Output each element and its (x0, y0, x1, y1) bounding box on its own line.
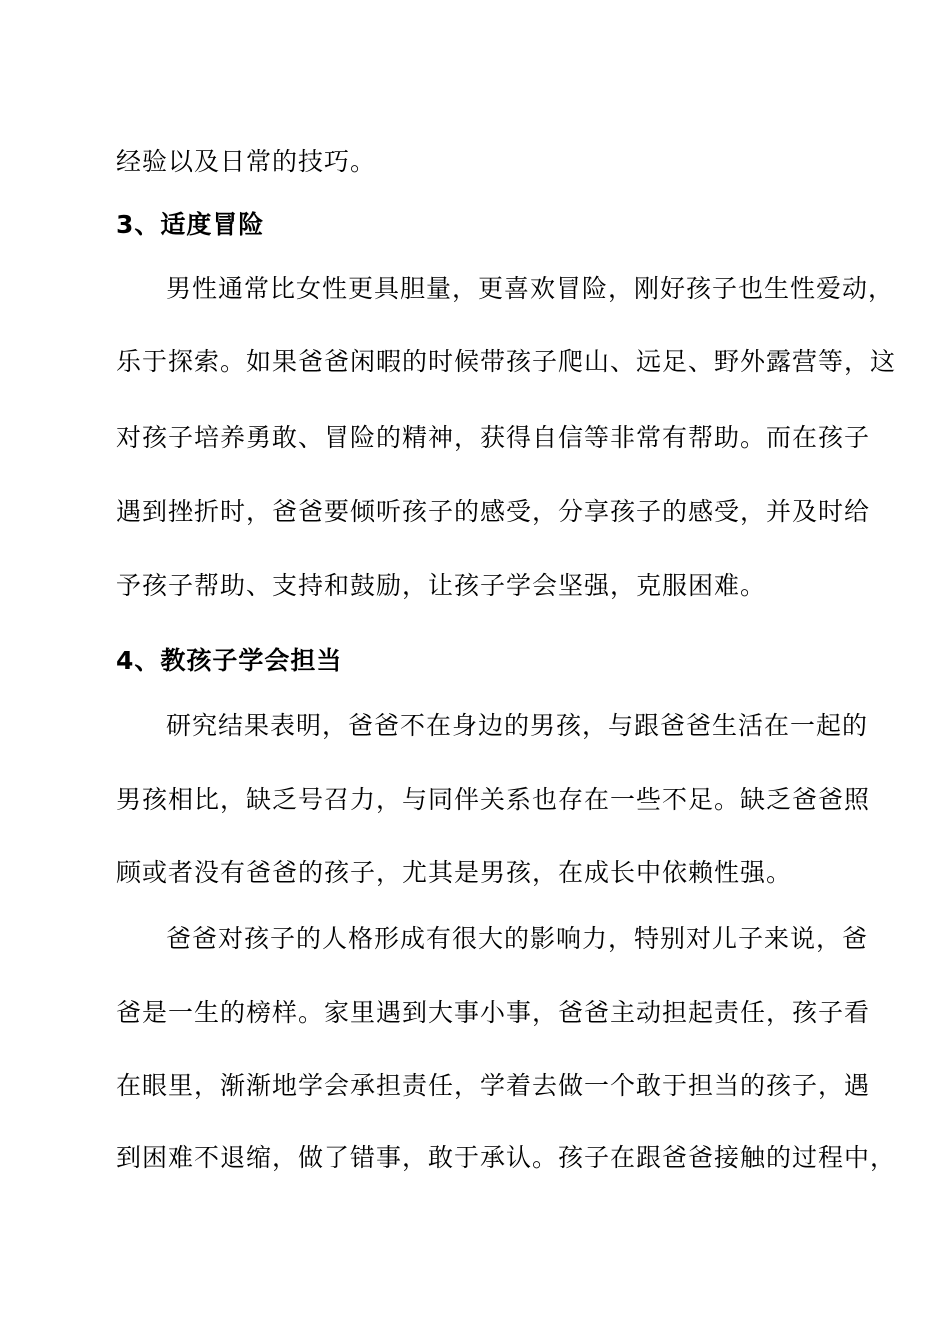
paragraph-line: 遇到挫折时，爸爸要倾听孩子的感受，分享孩子的感受，并及时给 (116, 497, 871, 526)
paragraph-line: 到困难不退缩，做了错事，敢于承认。孩子在跟爸爸接触的过程中， (116, 1143, 897, 1172)
paragraph-line: 顾或者没有爸爸的孩子，尤其是男孩，在成长中依赖性强。 (116, 858, 793, 887)
paragraph-line: 爸是一生的榜样。家里遇到大事小事，爸爸主动担起责任，孩子看 (116, 998, 871, 1027)
section-heading-3: 3、适度冒险 (116, 210, 265, 239)
paragraph-line: 在眼里，渐渐地学会承担责任，学着去做一个敢于担当的孩子，遇 (116, 1071, 871, 1100)
section-heading-4: 4、教孩子学会担当 (116, 646, 343, 675)
paragraph-line: 男孩相比，缺乏号召力，与同伴关系也存在一些不足。缺乏爸爸照 (116, 785, 871, 814)
paragraph-line: 予孩子帮助、支持和鼓励，让孩子学会坚强，克服困难。 (116, 571, 767, 600)
paragraph-line: 研究结果表明，爸爸不在身边的男孩，与跟爸爸生活在一起的 (166, 711, 869, 740)
paragraph-line: 经验以及日常的技巧。 (116, 147, 377, 176)
paragraph-line: 乐于探索。如果爸爸闲暇的时候带孩子爬山、远足、野外露营等，这 (116, 347, 897, 376)
paragraph-line: 男性通常比女性更具胆量，更喜欢冒险，刚好孩子也生性爱动， (166, 274, 895, 303)
paragraph-line: 爸爸对孩子的人格形成有很大的影响力，特别对儿子来说，爸 (166, 924, 869, 953)
paragraph-line: 对孩子培养勇敢、冒险的精神，获得自信等非常有帮助。而在孩子 (116, 423, 871, 452)
